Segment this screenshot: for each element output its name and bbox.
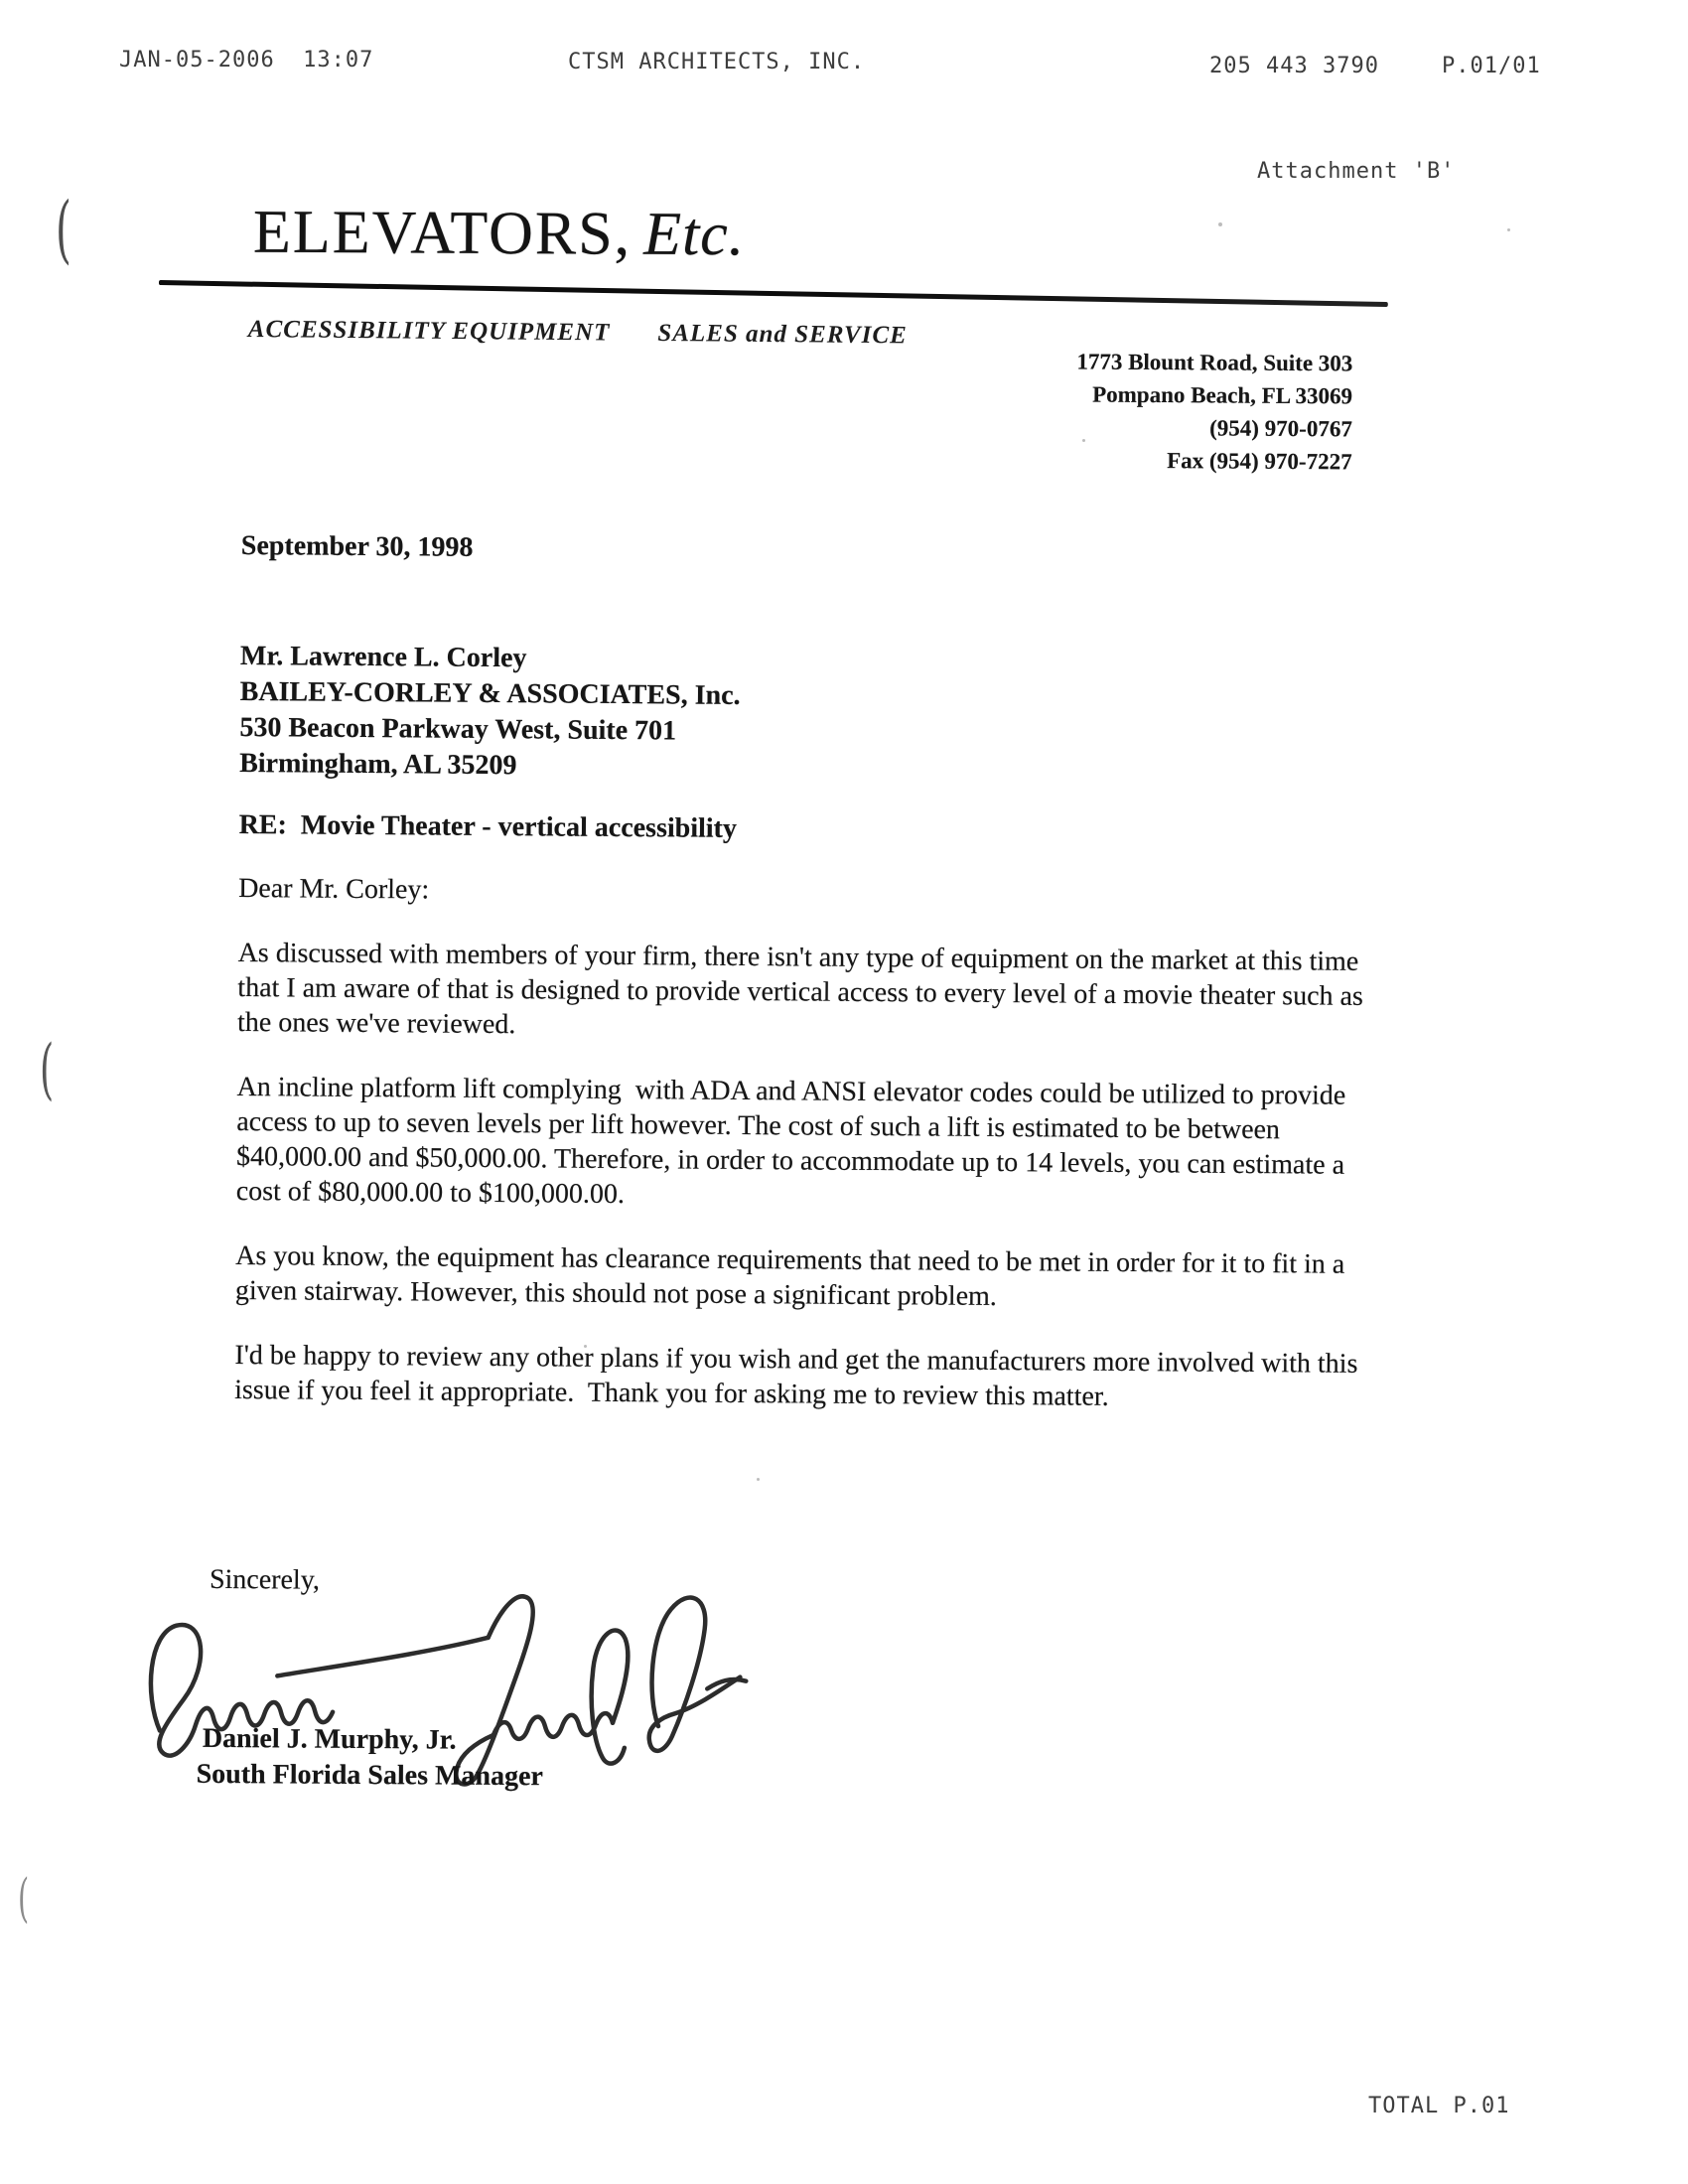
fax-header <box>0 48 1688 77</box>
paragraph: An incline platform lift complying with ADA and ANSI elevator codes could be utilized to provide access to up to seven levels per lift however. The cost of such a lift is estimated to be between $40,000.00 and $50,000.00. Therefore, in order to accommodate up to 14 levels, you can estimate a cost of $80,000.00 to $100,000.00. <box>235 1071 1353 1211</box>
company-logo <box>253 198 746 271</box>
company-name-suffix: Etc. <box>642 200 746 269</box>
attachment-label: Attachment 'B' <box>1257 159 1456 184</box>
scan-artifact-dot <box>584 1345 587 1348</box>
fax-sender: CTSM ARCHITECTS, INC. <box>568 50 866 74</box>
scan-artifact-dot <box>1507 228 1510 231</box>
subject-line: RE: Movie Theater - vertical accessibility <box>238 808 738 844</box>
tagline-right: SALES and SERVICE <box>657 319 908 350</box>
recipient-block <box>239 639 1392 791</box>
scan-artifact-paren: ( <box>56 187 71 272</box>
tagline-left: ACCESSIBILITY EQUIPMENT <box>247 316 611 347</box>
paragraph: As you know, the equipment has clearance requirements that need to be met in order for it to fit in a given stairway. However, this should not pose a significant problem. <box>234 1239 1352 1312</box>
company-name: ELEVATORS, <box>252 198 633 268</box>
letterhead-rule <box>159 280 1388 307</box>
letter-date: September 30, 1998 <box>240 529 474 563</box>
letter-body <box>234 528 1393 1416</box>
signature-block <box>196 1563 1097 1793</box>
salutation: Dear Mr. Corley: <box>238 872 430 906</box>
address-line: 1773 Blount Road, Suite 303 <box>1076 349 1353 376</box>
recipient-line: 530 Beacon Parkway West, Suite 701 <box>239 711 677 747</box>
paragraph: I'd be happy to review any other plans if you wish and get the manufacturers more involved with this issue if you feel it appropriate. Thank you for asking me to review this matter. <box>234 1339 1365 1412</box>
fax-datetime: JAN-05-2006 13:07 <box>119 48 374 73</box>
scan-artifact-paren: ( <box>40 1031 55 1107</box>
scan-artifact-dot <box>1218 222 1222 226</box>
scan-artifact-dot <box>757 1478 760 1481</box>
fax-total: TOTAL P.01 <box>1368 2094 1510 2118</box>
address-line: Pompano Beach, FL 33069 <box>1092 381 1353 409</box>
fax-number: 205 443 3790 <box>1209 54 1379 78</box>
closing: Sincerely, <box>209 1563 321 1596</box>
address-line: (954) 970-0767 <box>1209 415 1352 442</box>
company-address <box>953 345 1353 479</box>
fax-page-count: P.01/01 <box>1442 54 1541 78</box>
recipient-line: Birmingham, AL 35209 <box>239 747 517 782</box>
scan-artifact-dot <box>1082 439 1085 442</box>
paragraph: As discussed with members of your firm, there isn't any type of equipment on the market at this time that I am aware of that is designed to provide vertical access to every level of a movie theater such as the ones we've reviewed. <box>236 937 1371 1041</box>
recipient-line: BAILEY-CORLEY & ASSOCIATES, Inc. <box>239 675 741 711</box>
address-line: Fax (954) 970-7227 <box>1167 448 1352 475</box>
signatory-title: South Florida Sales Manager <box>196 1758 543 1793</box>
scan-artifact-paren: ( <box>18 1869 30 1929</box>
signatory-name: Daniel J. Murphy, Jr. <box>202 1722 457 1756</box>
recipient-line: Mr. Lawrence L. Corley <box>239 640 527 674</box>
company-tagline <box>248 316 908 350</box>
